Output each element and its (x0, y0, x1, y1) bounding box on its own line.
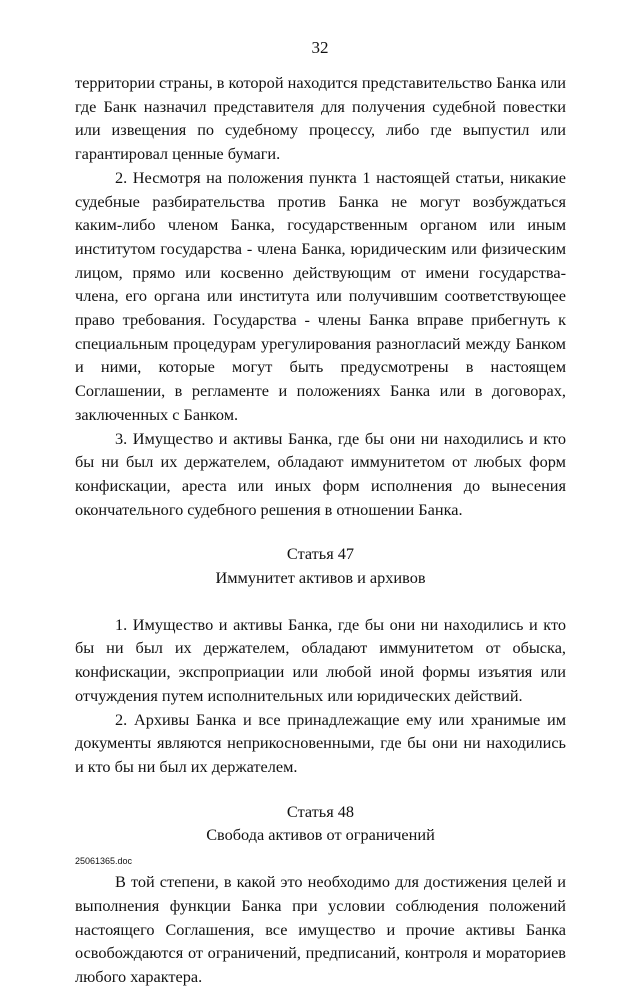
page-number: 32 (311, 38, 329, 57)
article-48 (75, 800, 566, 989)
article-47-number: Статья 47 (286, 544, 355, 564)
article-48-title: Свобода активов от ограничений (206, 825, 435, 845)
paragraph-continuation: территории страны, в которой находится представительство Банка или где Банк назначил представителя для получения судебной повестки или извещения по судебному процессу, либо где выпустил или гарантировал ценные бумаги. (75, 73, 566, 164)
footer-filename: 25061365.doc (75, 856, 133, 866)
article-47 (75, 542, 566, 778)
document-body (75, 71, 566, 989)
article-47-paragraph-1: 1. Имущество и активы Банка, где бы они ни находились и кто бы ни был их держателем, обладают иммунитетом от обыска, конфискации, экспроприации или любой иной формы изъятия или отчуждения путем исполнительных или юридических действий. (75, 614, 566, 705)
article-47-title: Иммунитет активов и архивов (215, 568, 426, 588)
paragraph-item-2: 2. Несмотря на положения пункта 1 настоящей статьи, никакие судебные разбирательства против Банка не могут возбуждаться каким-либо членом Банка, государственным органом или иным институтом государства - члена Банка, юридическим или физическим лицом, прямо или косвенно действующим от имени государства-члена, его органа или института или получившим соответствующее право требования. Государства - члены Банка вправе прибегнуть к специальным процедурам урегулирования разногласий между Банком и ними, которые могут быть предусмотрены в настоящем Соглашении, в регламенте и положениях Банка или в договорах, заключенных с Банком. (75, 167, 566, 424)
article-48-number: Статья 48 (286, 801, 355, 821)
article-48-paragraph-1: В той степени, в какой это необходимо для достижения целей и выполнения функции Банка при условии соблюдения положений настоящего Соглашения, все имущество и прочие активы Банка освобождаются от ограничений, предписаний, контроля и мораториев любого характера. (75, 872, 566, 986)
article-47-paragraph-2: 2. Архивы Банка и все принадлежащие ему или хранимые им документы являются неприкосновенными, где бы они ни находились и кто бы ни был их держателем. (75, 709, 566, 776)
paragraph-item-3: 3. Имущество и активы Банка, где бы они ни находились и кто бы ни был их держателем, обладают иммунитетом от любых форм конфискации, ареста или иных форм исполнения до вынесения окончательного судебного решения в отношении Банка. (75, 428, 566, 519)
